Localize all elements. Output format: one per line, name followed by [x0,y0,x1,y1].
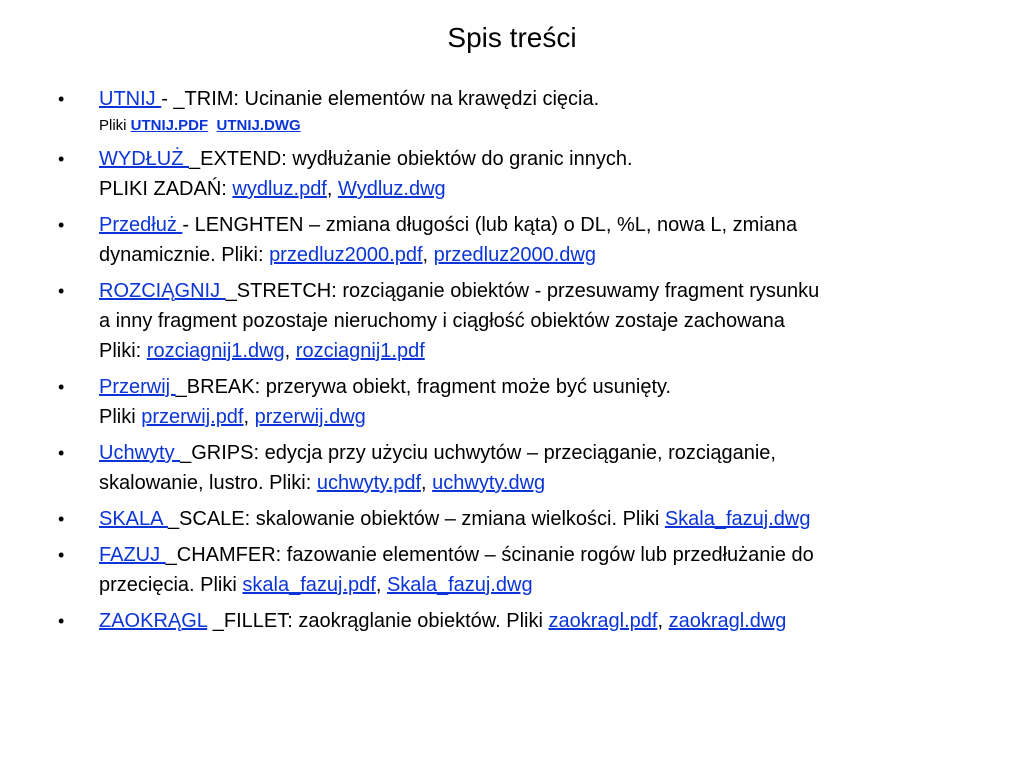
item-files-line [99,570,958,600]
link-przedluz[interactable]: Przedłuż [99,214,183,236]
files-prefix: Pliki [99,117,131,134]
item-description: - _TRIM: Ucinanie elementów na krawędzi cięcia. [161,88,600,110]
link-rozciagnij-pdf[interactable]: rozciagnij1.pdf [295,340,425,362]
item-files-line [99,240,958,270]
list-item-rozciagnij [58,276,958,366]
link-rozciagnij-dwg[interactable]: rozciagnij1.dwg [146,340,285,362]
bullet-icon: • [58,545,65,565]
link-przerwij-pdf[interactable]: przerwij.pdf [141,406,244,428]
bullet-icon: • [58,215,65,235]
link-skala[interactable]: SKALA [99,508,168,530]
separator: , [421,472,433,494]
item-description: _BREAK: przerywa obiekt, fragment może być usunięty. [175,376,672,398]
item-line [99,438,958,468]
item-description: _GRIPS: edycja przy użyciu uchwytów – przeciąganie, rozciąganie, [180,442,776,464]
files-prefix: przecięcia. Pliki [99,574,243,596]
bullet-icon: • [58,149,65,169]
item-description: _EXTEND: wydłużanie obiektów do granic innych. [189,148,633,170]
separator: , [375,574,387,596]
list-item-przedluz [58,210,958,270]
item-line [99,540,958,570]
page-title: Spis treści [447,22,577,53]
list-item-zaokragl [58,606,958,636]
link-uchwyty[interactable]: Uchwyty [99,442,181,464]
item-description-continued: a inny fragment pozostaje nieruchomy i ciągłość obiektów zostaje zachowana [99,310,785,332]
link-przerwij-dwg[interactable]: przerwij.dwg [254,406,366,428]
item-line [99,372,958,402]
item-line [99,144,958,174]
item-files-line [99,114,958,138]
separator: , [284,340,296,362]
link-zaokragl-pdf[interactable]: zaokragl.pdf [548,610,658,632]
bullet-icon: • [58,89,65,109]
link-utnij-dwg[interactable]: UTNIJ.DWG [216,117,301,134]
link-uchwyty-dwg[interactable]: uchwyty.dwg [432,472,546,494]
bullet-icon: • [58,611,65,631]
files-prefix: Pliki: [99,340,147,362]
list-item-przerwij [58,372,958,432]
link-zaokragl-dwg[interactable]: zaokragl.dwg [668,610,787,632]
toc-list [58,84,958,642]
files-prefix: dynamicznie. Pliki: [99,244,270,266]
item-line [99,606,958,636]
list-item-uchwyty [58,438,958,498]
link-utnij-pdf[interactable]: UTNIJ.PDF [130,117,209,134]
item-description: _CHAMFER: fazowanie elementów – ścinanie rogów lub przedłużanie do [165,544,814,566]
item-files-line [99,174,958,204]
files-prefix: PLIKI ZADAŃ: [99,178,233,200]
link-fazuj-pdf[interactable]: skala_fazuj.pdf [242,574,376,596]
separator: , [243,406,255,428]
link-przedluz-dwg[interactable]: przedluz2000.dwg [433,244,596,266]
list-item-skala [58,504,958,534]
files-prefix: Pliki [99,406,142,428]
link-przerwij[interactable]: Przerwij [99,376,176,398]
item-line [99,210,958,240]
list-item-wydluz [58,144,958,204]
link-fazuj[interactable]: FAZUJ [99,544,166,566]
item-line [99,504,958,534]
item-line [99,276,958,306]
item-description: - LENGHTEN – zmiana długości (lub kąta) o DL, %L, nowa L, zmiana [182,214,798,236]
link-wydluz-dwg[interactable]: Wydluz.dwg [338,178,446,200]
item-line [99,84,958,114]
link-uchwyty-pdf[interactable]: uchwyty.pdf [316,472,421,494]
link-wydluz[interactable]: WYDŁUŻ [99,148,189,170]
list-item-utnij [58,84,958,138]
item-files-line [99,468,958,498]
link-fazuj-dwg[interactable]: Skala_fazuj.dwg [386,574,533,596]
separator: , [657,610,669,632]
item-description: _SCALE: skalowanie obiektów – zmiana wielkości. Pliki [167,508,665,530]
link-utnij[interactable]: UTNIJ [99,88,162,110]
link-zaokragl[interactable]: ZAOKRĄGL [99,610,208,632]
link-wydluz-pdf[interactable]: wydluz.pdf [232,178,327,200]
separator: , [422,244,434,266]
link-skala-fazuj-dwg[interactable]: Skala_fazuj.dwg [664,508,811,530]
item-files-line [99,336,958,366]
bullet-icon: • [58,281,65,301]
list-item-fazuj [58,540,958,600]
bullet-icon: • [58,443,65,463]
item-files-line [99,402,958,432]
link-rozciagnij[interactable]: ROZCIĄGNIJ [99,280,226,302]
bullet-icon: • [58,377,65,397]
item-description: _FILLET: zaokrąglanie obiektów. Pliki [207,610,549,632]
link-przedluz-pdf[interactable]: przedluz2000.pdf [269,244,423,266]
separator: , [326,178,338,200]
item-description: _STRETCH: rozciąganie obiektów - przesuwamy fragment rysunku [225,280,820,302]
bullet-icon: • [58,509,65,529]
files-prefix: skalowanie, lustro. Pliki: [99,472,317,494]
